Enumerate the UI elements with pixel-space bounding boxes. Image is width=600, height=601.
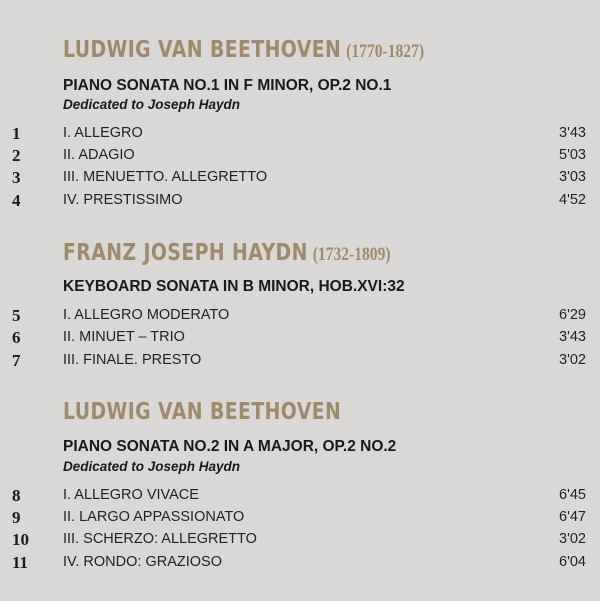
track-row <box>0 305 600 327</box>
track-duration: 3'43 <box>559 329 586 345</box>
track-row <box>0 552 600 574</box>
track-duration: 4'52 <box>559 192 586 208</box>
composer-name: LUDWIG VAN BEETHOVEN <box>63 399 342 425</box>
track-duration: 6'29 <box>559 307 586 323</box>
track-title: II. MINUET – TRIO <box>63 329 185 345</box>
track-duration: 6'45 <box>559 487 586 503</box>
track-title: III. SCHERZO: ALLEGRETTO <box>63 531 257 547</box>
track-title: III. MENUETTO. ALLEGRETTO <box>63 169 268 185</box>
track-title: II. ADAGIO <box>63 147 135 163</box>
track-row <box>0 167 600 189</box>
track-row <box>0 529 600 551</box>
track-number: 8 <box>12 486 21 505</box>
track-number: 5 <box>12 306 21 325</box>
track-title: II. LARGO APPASSIONATO <box>63 509 245 525</box>
track-row <box>0 145 600 167</box>
track-number: 3 <box>12 168 21 187</box>
composer-dates: (1770-1827) <box>346 41 425 62</box>
composer-heading <box>63 37 424 63</box>
track-number: 9 <box>12 508 21 527</box>
track-title: I. ALLEGRO VIVACE <box>63 487 199 503</box>
track-title: I. ALLEGRO MODERATO <box>63 307 230 323</box>
track-duration: 3'02 <box>559 352 586 368</box>
track-title: IV. PRESTISSIMO <box>63 192 183 208</box>
composer-name: LUDWIG VAN BEETHOVEN <box>63 37 342 63</box>
composer-heading <box>63 399 341 425</box>
track-duration: 3'02 <box>559 531 586 547</box>
track-title: IV. RONDO: GRAZIOSO <box>63 554 222 570</box>
dedication: Dedicated to Joseph Haydn <box>63 459 241 474</box>
work-title: KEYBOARD SONATA IN B MINOR, HOB.XVI:32 <box>63 278 405 295</box>
dedication: Dedicated to Joseph Haydn <box>63 97 241 112</box>
track-row <box>0 350 600 372</box>
track-duration: 6'47 <box>559 509 586 525</box>
track-title: III. FINALE. PRESTO <box>63 352 202 368</box>
work-title: PIANO SONATA NO.2 IN A MAJOR, OP.2 NO.2 <box>63 438 397 455</box>
composer-heading <box>63 240 391 266</box>
track-number: 7 <box>12 351 21 370</box>
work-title: PIANO SONATA NO.1 IN F MINOR, OP.2 NO.1 <box>63 77 392 94</box>
track-number: 10 <box>12 530 29 549</box>
track-number: 4 <box>12 191 21 210</box>
track-title: I. ALLEGRO <box>63 125 143 141</box>
composer-name: FRANZ JOSEPH HAYDN <box>63 240 308 266</box>
track-number: 2 <box>12 146 21 165</box>
track-row <box>0 190 600 212</box>
track-duration: 3'43 <box>559 125 586 141</box>
track-duration: 6'04 <box>559 554 586 570</box>
track-duration: 5'03 <box>559 147 586 163</box>
track-row <box>0 507 600 529</box>
composer-dates: (1732-1809) <box>312 244 391 265</box>
track-row <box>0 327 600 349</box>
track-number: 11 <box>12 553 29 572</box>
track-number: 1 <box>12 124 21 143</box>
track-duration: 3'03 <box>559 169 586 185</box>
track-row <box>0 123 600 145</box>
track-number: 6 <box>12 328 21 347</box>
track-row <box>0 485 600 507</box>
